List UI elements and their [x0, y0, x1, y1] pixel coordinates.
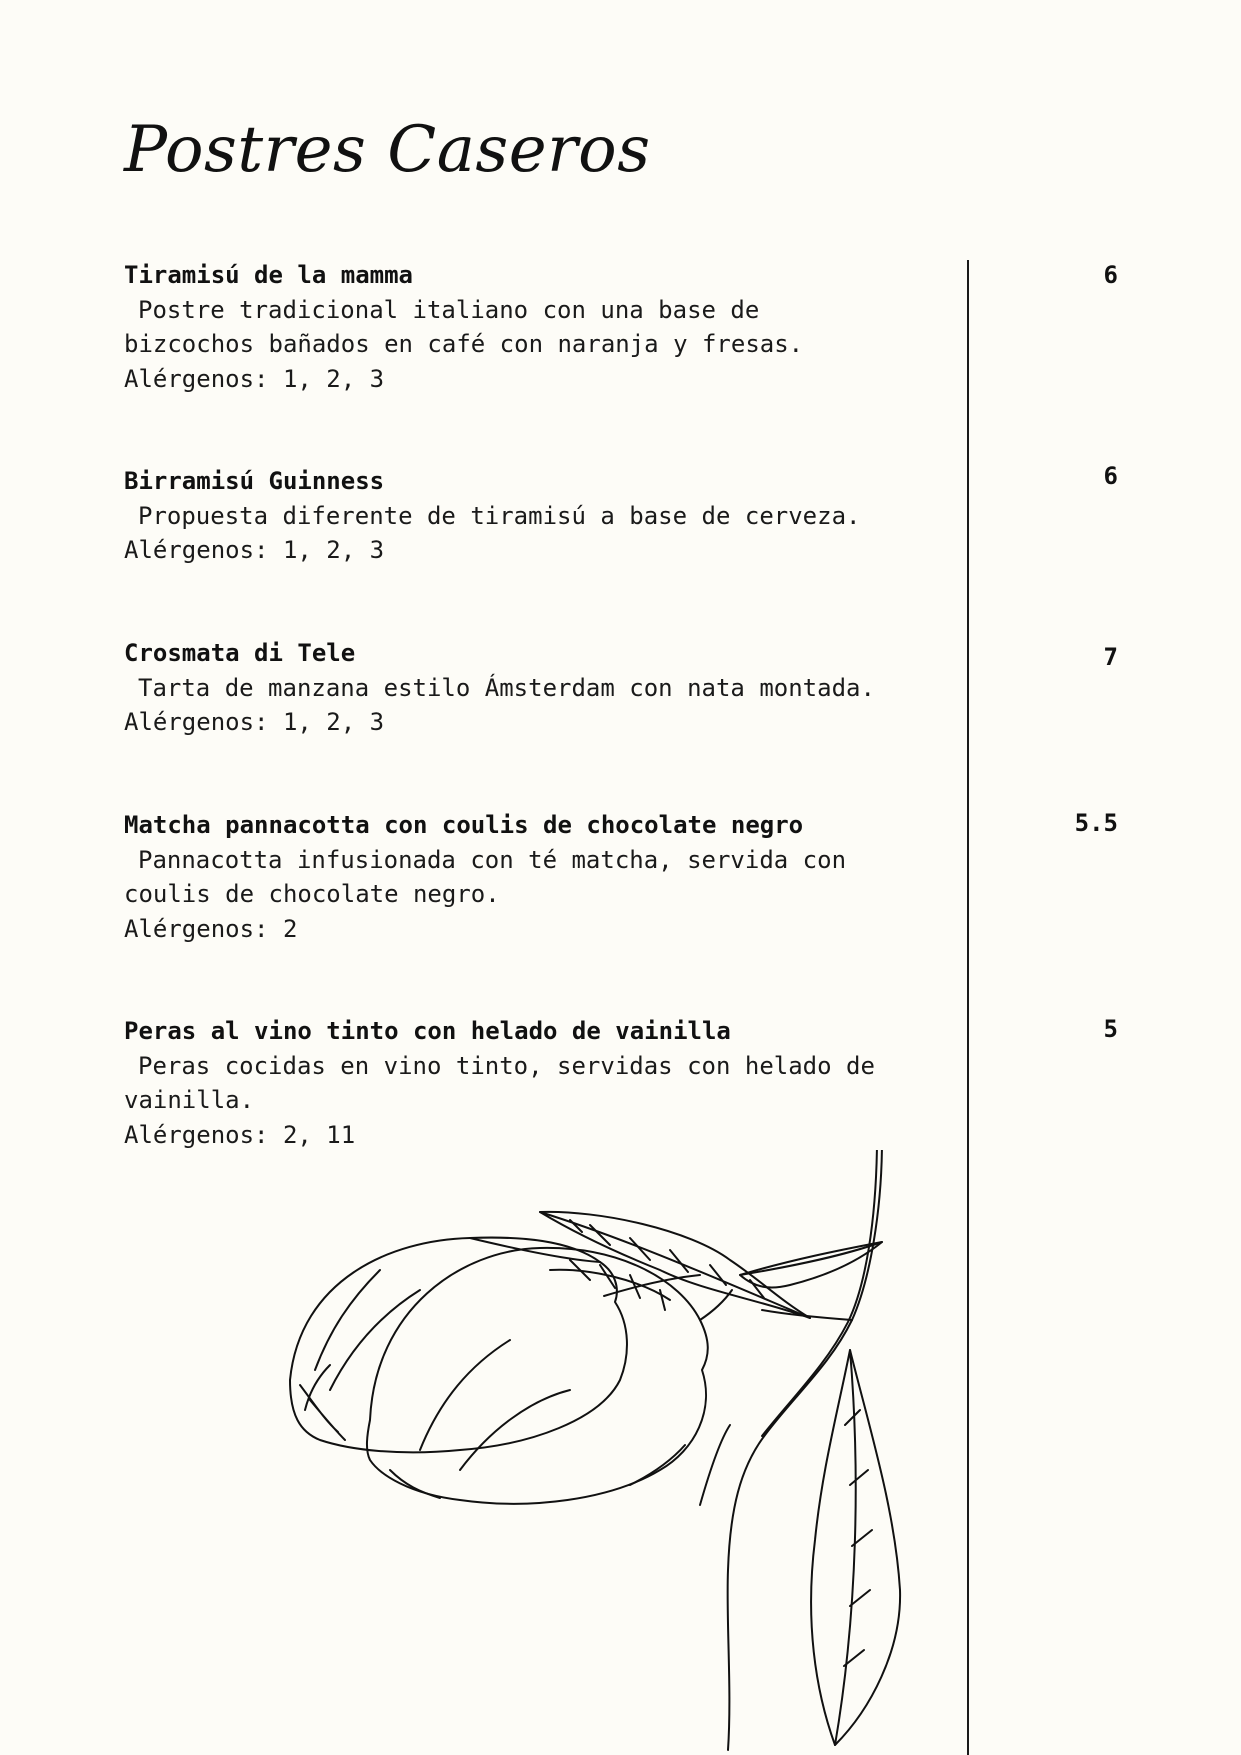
menu-item-name: Peras al vino tinto con helado de vainilla [124, 1017, 731, 1045]
menu-item-name: Matcha pannacotta con coulis de chocolate negro [124, 811, 804, 839]
menu-item-allergens: Alérgenos: 2, 11 [124, 1120, 356, 1149]
menu-item-birramisu [124, 464, 924, 568]
menu-item-name: Crosmata di Tele [124, 639, 356, 667]
menu-item-allergens: Alérgenos: 2 [124, 914, 298, 943]
vertical-divider [967, 260, 969, 1755]
menu-item-description: Pannacotta infusionada con té matcha, servida con coulis de chocolate negro. [124, 845, 847, 908]
menu-item-name: Birramisú Guinness [124, 467, 385, 495]
menu-item-description: Tarta de manzana estilo Ámsterdam con nata montada. [138, 673, 875, 702]
menu-item-tiramisu [124, 258, 924, 396]
menu-item-allergens: Alérgenos: 1, 2, 3 [124, 708, 385, 736]
menu-item-allergens: Alérgenos: 1, 2, 3 [124, 536, 385, 564]
menu-item-description: Peras cocidas en vino tinto, servidas con helado de vainilla. [124, 1051, 875, 1114]
menu-item-price: 6 [1103, 261, 1118, 289]
menu-item-peras-al-vino [124, 1014, 924, 1152]
menu-item-price: 5 [1103, 1015, 1118, 1043]
menu-item-price: 5.5 [1074, 809, 1118, 837]
menu-item-crosmata [124, 636, 924, 740]
menu-title: Postres Caseros [124, 113, 651, 187]
menu-item-price: 7 [1103, 643, 1118, 671]
menu-item-price: 6 [1103, 462, 1118, 490]
menu-item-description: Postre tradicional italiano con una base de bizcochos bañados en café con naranja y fresas. [124, 295, 804, 358]
menu-item-matcha-pannacotta [124, 808, 924, 946]
lemon-branch-sketch-icon [270, 1150, 910, 1755]
menu-item-allergens: Alérgenos: 1, 2, 3 [124, 364, 385, 393]
menu-item-name: Tiramisú de la mamma [124, 261, 413, 289]
menu-item-description: Propuesta diferente de tiramisú a base de cerveza. [138, 501, 861, 530]
